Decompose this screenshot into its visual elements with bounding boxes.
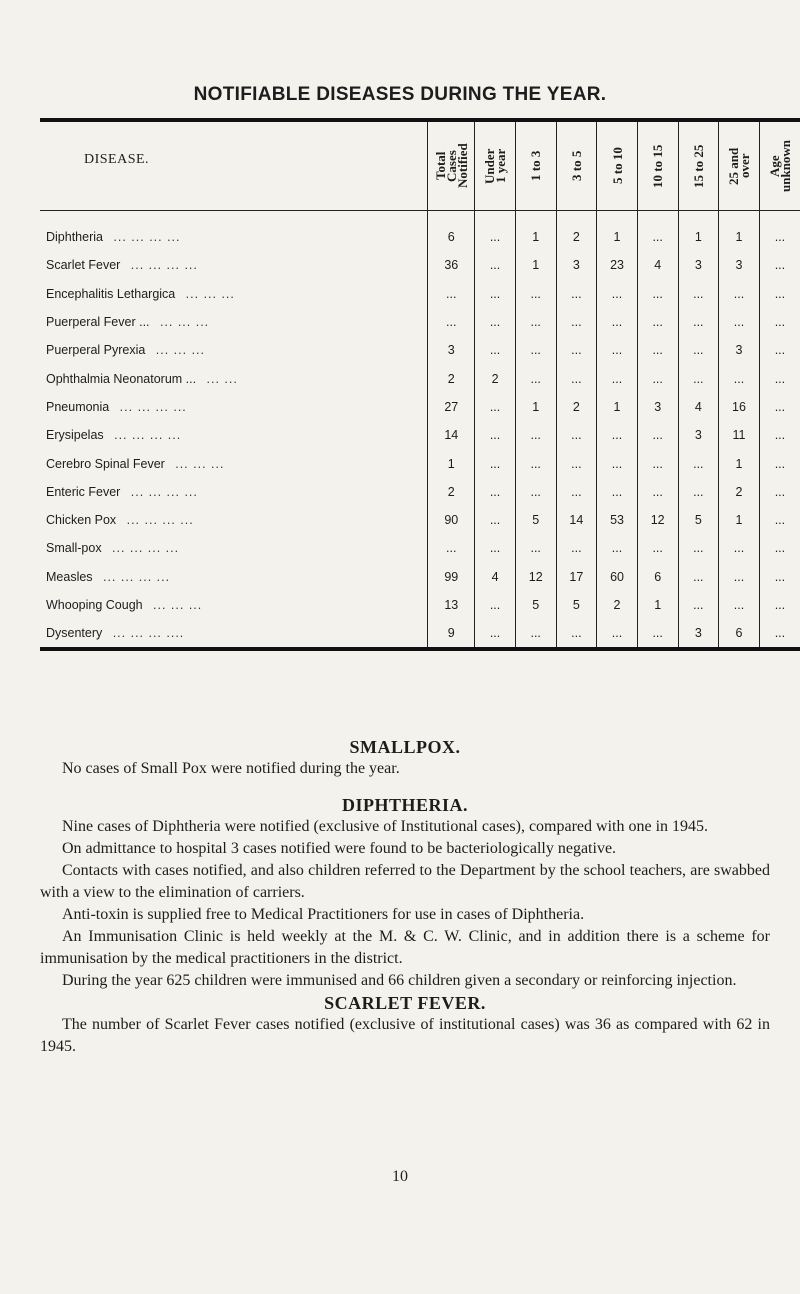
value-cell: ... [475, 421, 516, 449]
value-cell: 2 [556, 223, 597, 251]
table-row [40, 251, 800, 279]
disease-name: Chicken Pox [46, 513, 117, 528]
value-cell: ... [759, 280, 800, 308]
value-cell: ... [428, 280, 475, 308]
value-cell: 60 [597, 563, 638, 591]
value-cell: ... [678, 308, 719, 336]
value-cell: 5 [515, 591, 556, 619]
value-cell: ... [678, 336, 719, 364]
disease-name: Pneumonia [46, 399, 110, 414]
diseases-table [40, 118, 800, 651]
table-row [40, 308, 800, 336]
value-cell: 36 [428, 251, 475, 279]
dot-leader: ... ... ... ... [119, 399, 187, 414]
value-cell: ... [515, 534, 556, 562]
value-cell: 11 [719, 421, 760, 449]
paragraph: Contacts with cases notified, and also children referred to the Department by the school teachers, are swabbed with a view to the elimination of carriers. [40, 862, 770, 901]
section-heading-diphtheria: DIPHTHERIA. [341, 795, 468, 815]
value-cell: ... [515, 364, 556, 392]
value-cell: 2 [428, 364, 475, 392]
paragraph: No cases of Small Pox were notified during the year. [62, 760, 400, 777]
value-cell: ... [475, 251, 516, 279]
value-cell: ... [475, 619, 516, 649]
disease-cell [40, 336, 428, 364]
value-cell: 2 [428, 478, 475, 506]
disease-cell [40, 619, 428, 649]
value-cell: 14 [428, 421, 475, 449]
value-cell: ... [515, 449, 556, 477]
value-cell: 3 [637, 393, 678, 421]
value-cell: ... [759, 563, 800, 591]
value-cell: ... [428, 534, 475, 562]
value-cell: ... [678, 280, 719, 308]
value-cell: ... [719, 563, 760, 591]
value-cell: ... [597, 421, 638, 449]
value-cell: 5 [515, 506, 556, 534]
value-cell: ... [759, 364, 800, 392]
dot-leader: ... ... ... ... [114, 428, 182, 443]
section-heading-scarlet-fever: SCARLET FEVER. [324, 993, 486, 1013]
disease-name: Whooping Cough [46, 598, 143, 612]
value-cell: 6 [637, 563, 678, 591]
value-cell: ... [475, 449, 516, 477]
disease-name: Cerebro Spinal Fever [46, 456, 165, 471]
value-cell: ... [556, 449, 597, 477]
value-cell: 6 [428, 223, 475, 251]
value-cell: ... [637, 421, 678, 449]
value-cell: ... [597, 308, 638, 336]
dot-leader: ... ... ... [185, 286, 235, 301]
value-cell: ... [637, 534, 678, 562]
dot-leader: ... ... ... [155, 343, 205, 358]
page-title: NOTIFIABLE DISEASES DURING THE YEAR. [193, 84, 607, 105]
value-cell: ... [759, 393, 800, 421]
value-cell: ... [678, 449, 719, 477]
value-cell: 3 [719, 336, 760, 364]
table-row [40, 534, 800, 562]
value-cell: ... [637, 478, 678, 506]
value-cell: 3 [678, 619, 719, 649]
value-cell: ... [515, 619, 556, 649]
dot-leader: ... ... ... [175, 456, 225, 471]
dot-leader: ... ... ... ... [102, 569, 171, 584]
value-cell: ... [678, 364, 719, 392]
value-cell: ... [759, 449, 800, 477]
value-cell: ... [556, 478, 597, 506]
value-cell: 13 [428, 591, 475, 619]
value-cell: ... [475, 591, 516, 619]
table-row [40, 421, 800, 449]
paragraph: On admittance to hospital 3 cases notified were found to be bacteriologically negative. [62, 840, 617, 857]
report-text [40, 736, 770, 1058]
value-cell: ... [515, 421, 556, 449]
value-cell: 1 [597, 393, 638, 421]
value-cell: ... [759, 336, 800, 364]
value-cell: 12 [515, 563, 556, 591]
disease-cell [40, 506, 428, 534]
value-cell: ... [475, 280, 516, 308]
table-header-row [40, 122, 800, 211]
value-cell: 5 [556, 591, 597, 619]
column-header: 25 and over [725, 147, 752, 185]
column-header: Under 1 year [482, 148, 509, 184]
column-header: 1 to 3 [528, 150, 544, 182]
value-cell: 1 [515, 223, 556, 251]
column-header: 5 to 10 [609, 147, 625, 185]
value-cell: ... [475, 336, 516, 364]
value-cell: ... [719, 534, 760, 562]
value-cell: ... [556, 619, 597, 649]
value-cell: ... [719, 308, 760, 336]
disease-cell [40, 478, 428, 506]
value-cell: ... [759, 421, 800, 449]
value-cell: ... [556, 364, 597, 392]
value-cell: ... [515, 280, 556, 308]
value-cell: 1 [515, 393, 556, 421]
disease-name: Enteric Fever [46, 484, 121, 499]
value-cell: 12 [637, 506, 678, 534]
value-cell: ... [719, 591, 760, 619]
paragraph: An Immunisation Clinic is held weekly at the M. & C. W. Clinic, and in addition there is a scheme for immunisation by the medical practitioners in the district. [40, 928, 770, 967]
disease-name: Erysipelas [46, 428, 104, 443]
value-cell: ... [556, 336, 597, 364]
value-cell: ... [556, 308, 597, 336]
disease-name: Ophthalmia Neonatorum ... [46, 371, 197, 386]
disease-cell [40, 421, 428, 449]
value-cell: ... [556, 421, 597, 449]
value-cell: ... [637, 449, 678, 477]
value-cell: 2 [719, 478, 760, 506]
table-row [40, 506, 800, 534]
table-row [40, 563, 800, 591]
table-row [40, 591, 800, 619]
value-cell: 14 [556, 506, 597, 534]
column-header: Age unknown [766, 139, 793, 193]
page-number: 10 [392, 1168, 408, 1185]
disease-name: Puerperal Pyrexia [46, 343, 146, 358]
value-cell: ... [597, 364, 638, 392]
value-cell: 17 [556, 563, 597, 591]
value-cell: ... [556, 534, 597, 562]
disease-name: Small-pox [46, 541, 102, 556]
value-cell: ... [597, 478, 638, 506]
paragraph: During the year 625 children were immunised and 66 children given a secondary or reinforcing injection. [62, 972, 737, 989]
value-cell: 99 [428, 563, 475, 591]
value-cell: 1 [678, 223, 719, 251]
value-cell: ... [515, 308, 556, 336]
value-cell: 3 [428, 336, 475, 364]
disease-name: Puerperal Fever ... [46, 315, 150, 330]
table-row [40, 619, 800, 649]
value-cell: 3 [678, 421, 719, 449]
value-cell: ... [597, 449, 638, 477]
value-cell: 4 [637, 251, 678, 279]
value-cell: ... [637, 336, 678, 364]
value-cell: 3 [556, 251, 597, 279]
disease-cell [40, 308, 428, 336]
value-cell: ... [719, 364, 760, 392]
disease-column-header: DISEASE. [84, 152, 150, 167]
value-cell: 3 [678, 251, 719, 279]
disease-cell [40, 364, 428, 392]
value-cell: ... [637, 619, 678, 649]
disease-cell [40, 223, 428, 251]
value-cell: 27 [428, 393, 475, 421]
value-cell: 4 [678, 393, 719, 421]
disease-cell [40, 393, 428, 421]
value-cell: 2 [475, 364, 516, 392]
disease-name: Measles [46, 569, 93, 584]
disease-cell [40, 563, 428, 591]
value-cell: ... [759, 308, 800, 336]
dot-leader: ... ... ... [153, 598, 203, 612]
column-header: 3 to 5 [568, 150, 584, 182]
value-cell: 1 [719, 506, 760, 534]
disease-name: Dysentery [46, 626, 103, 641]
dot-leader: ... ... [206, 371, 238, 386]
value-cell: 1 [719, 223, 760, 251]
value-cell: 1 [515, 251, 556, 279]
value-cell: ... [759, 223, 800, 251]
paragraph: Nine cases of Diphtheria were notified (exclusive of Institutional cases), compared with one in 1945. [62, 818, 709, 835]
value-cell: ... [597, 534, 638, 562]
value-cell: 3 [719, 251, 760, 279]
value-cell: ... [759, 591, 800, 619]
value-cell: ... [759, 506, 800, 534]
value-cell: 90 [428, 506, 475, 534]
disease-name: Scarlet Fever [46, 258, 121, 273]
disease-cell [40, 449, 428, 477]
value-cell: ... [719, 280, 760, 308]
value-cell: ... [678, 534, 719, 562]
table-row [40, 336, 800, 364]
value-cell: ... [759, 619, 800, 649]
value-cell: ... [759, 534, 800, 562]
value-cell: ... [637, 364, 678, 392]
table-row [40, 223, 800, 251]
value-cell: 2 [556, 393, 597, 421]
value-cell: ... [515, 478, 556, 506]
value-cell: ... [597, 619, 638, 649]
column-header: 15 to 25 [690, 144, 706, 188]
value-cell: 6 [719, 619, 760, 649]
column-header: 10 to 15 [650, 144, 666, 188]
value-cell: 2 [597, 591, 638, 619]
value-cell: ... [515, 336, 556, 364]
value-cell: ... [759, 478, 800, 506]
disease-cell [40, 251, 428, 279]
table-row [40, 478, 800, 506]
value-cell: ... [556, 280, 597, 308]
value-cell: ... [637, 280, 678, 308]
value-cell: ... [597, 336, 638, 364]
value-cell: 9 [428, 619, 475, 649]
value-cell: 1 [597, 223, 638, 251]
value-cell: ... [475, 534, 516, 562]
dot-leader: ... ... ... ... [126, 513, 194, 528]
dot-leader: ... ... ... .... [112, 626, 185, 641]
diseases-table-container [40, 118, 800, 651]
table-row [40, 393, 800, 421]
disease-cell [40, 280, 428, 308]
value-cell: 23 [597, 251, 638, 279]
table-row [40, 449, 800, 477]
disease-name: Diphtheria [46, 230, 103, 245]
paragraph: The number of Scarlet Fever cases notified (exclusive of institutional cases) was 36 as compared with 62 in 1945. [40, 1016, 770, 1055]
value-cell: ... [475, 478, 516, 506]
value-cell: ... [597, 280, 638, 308]
value-cell: ... [678, 478, 719, 506]
disease-name: Encephalitis Lethargica [46, 286, 176, 301]
paragraph: Anti-toxin is supplied free to Medical Practitioners for use in cases of Diphtheria. [62, 906, 585, 923]
value-cell: ... [475, 506, 516, 534]
value-cell: ... [475, 393, 516, 421]
value-cell: 53 [597, 506, 638, 534]
value-cell: ... [678, 563, 719, 591]
dot-leader: ... ... ... ... [112, 541, 180, 556]
value-cell: ... [678, 591, 719, 619]
value-cell: ... [475, 223, 516, 251]
dot-leader: ... ... ... ... [113, 230, 181, 245]
table-row [40, 364, 800, 392]
column-header: Total Cases Notified [432, 143, 470, 189]
value-cell: ... [759, 251, 800, 279]
dot-leader: ... ... ... ... [130, 484, 198, 499]
section-heading-smallpox: SMALLPOX. [349, 737, 461, 757]
value-cell: ... [428, 308, 475, 336]
value-cell: ... [637, 308, 678, 336]
value-cell: 1 [719, 449, 760, 477]
disease-cell [40, 591, 428, 619]
value-cell: 1 [428, 449, 475, 477]
value-cell: ... [637, 223, 678, 251]
value-cell: 16 [719, 393, 760, 421]
table-row [40, 280, 800, 308]
disease-cell [40, 534, 428, 562]
value-cell: 5 [678, 506, 719, 534]
value-cell: 1 [637, 591, 678, 619]
value-cell: 4 [475, 563, 516, 591]
dot-leader: ... ... ... ... [130, 258, 198, 273]
value-cell: ... [475, 308, 516, 336]
dot-leader: ... ... ... [159, 315, 210, 330]
